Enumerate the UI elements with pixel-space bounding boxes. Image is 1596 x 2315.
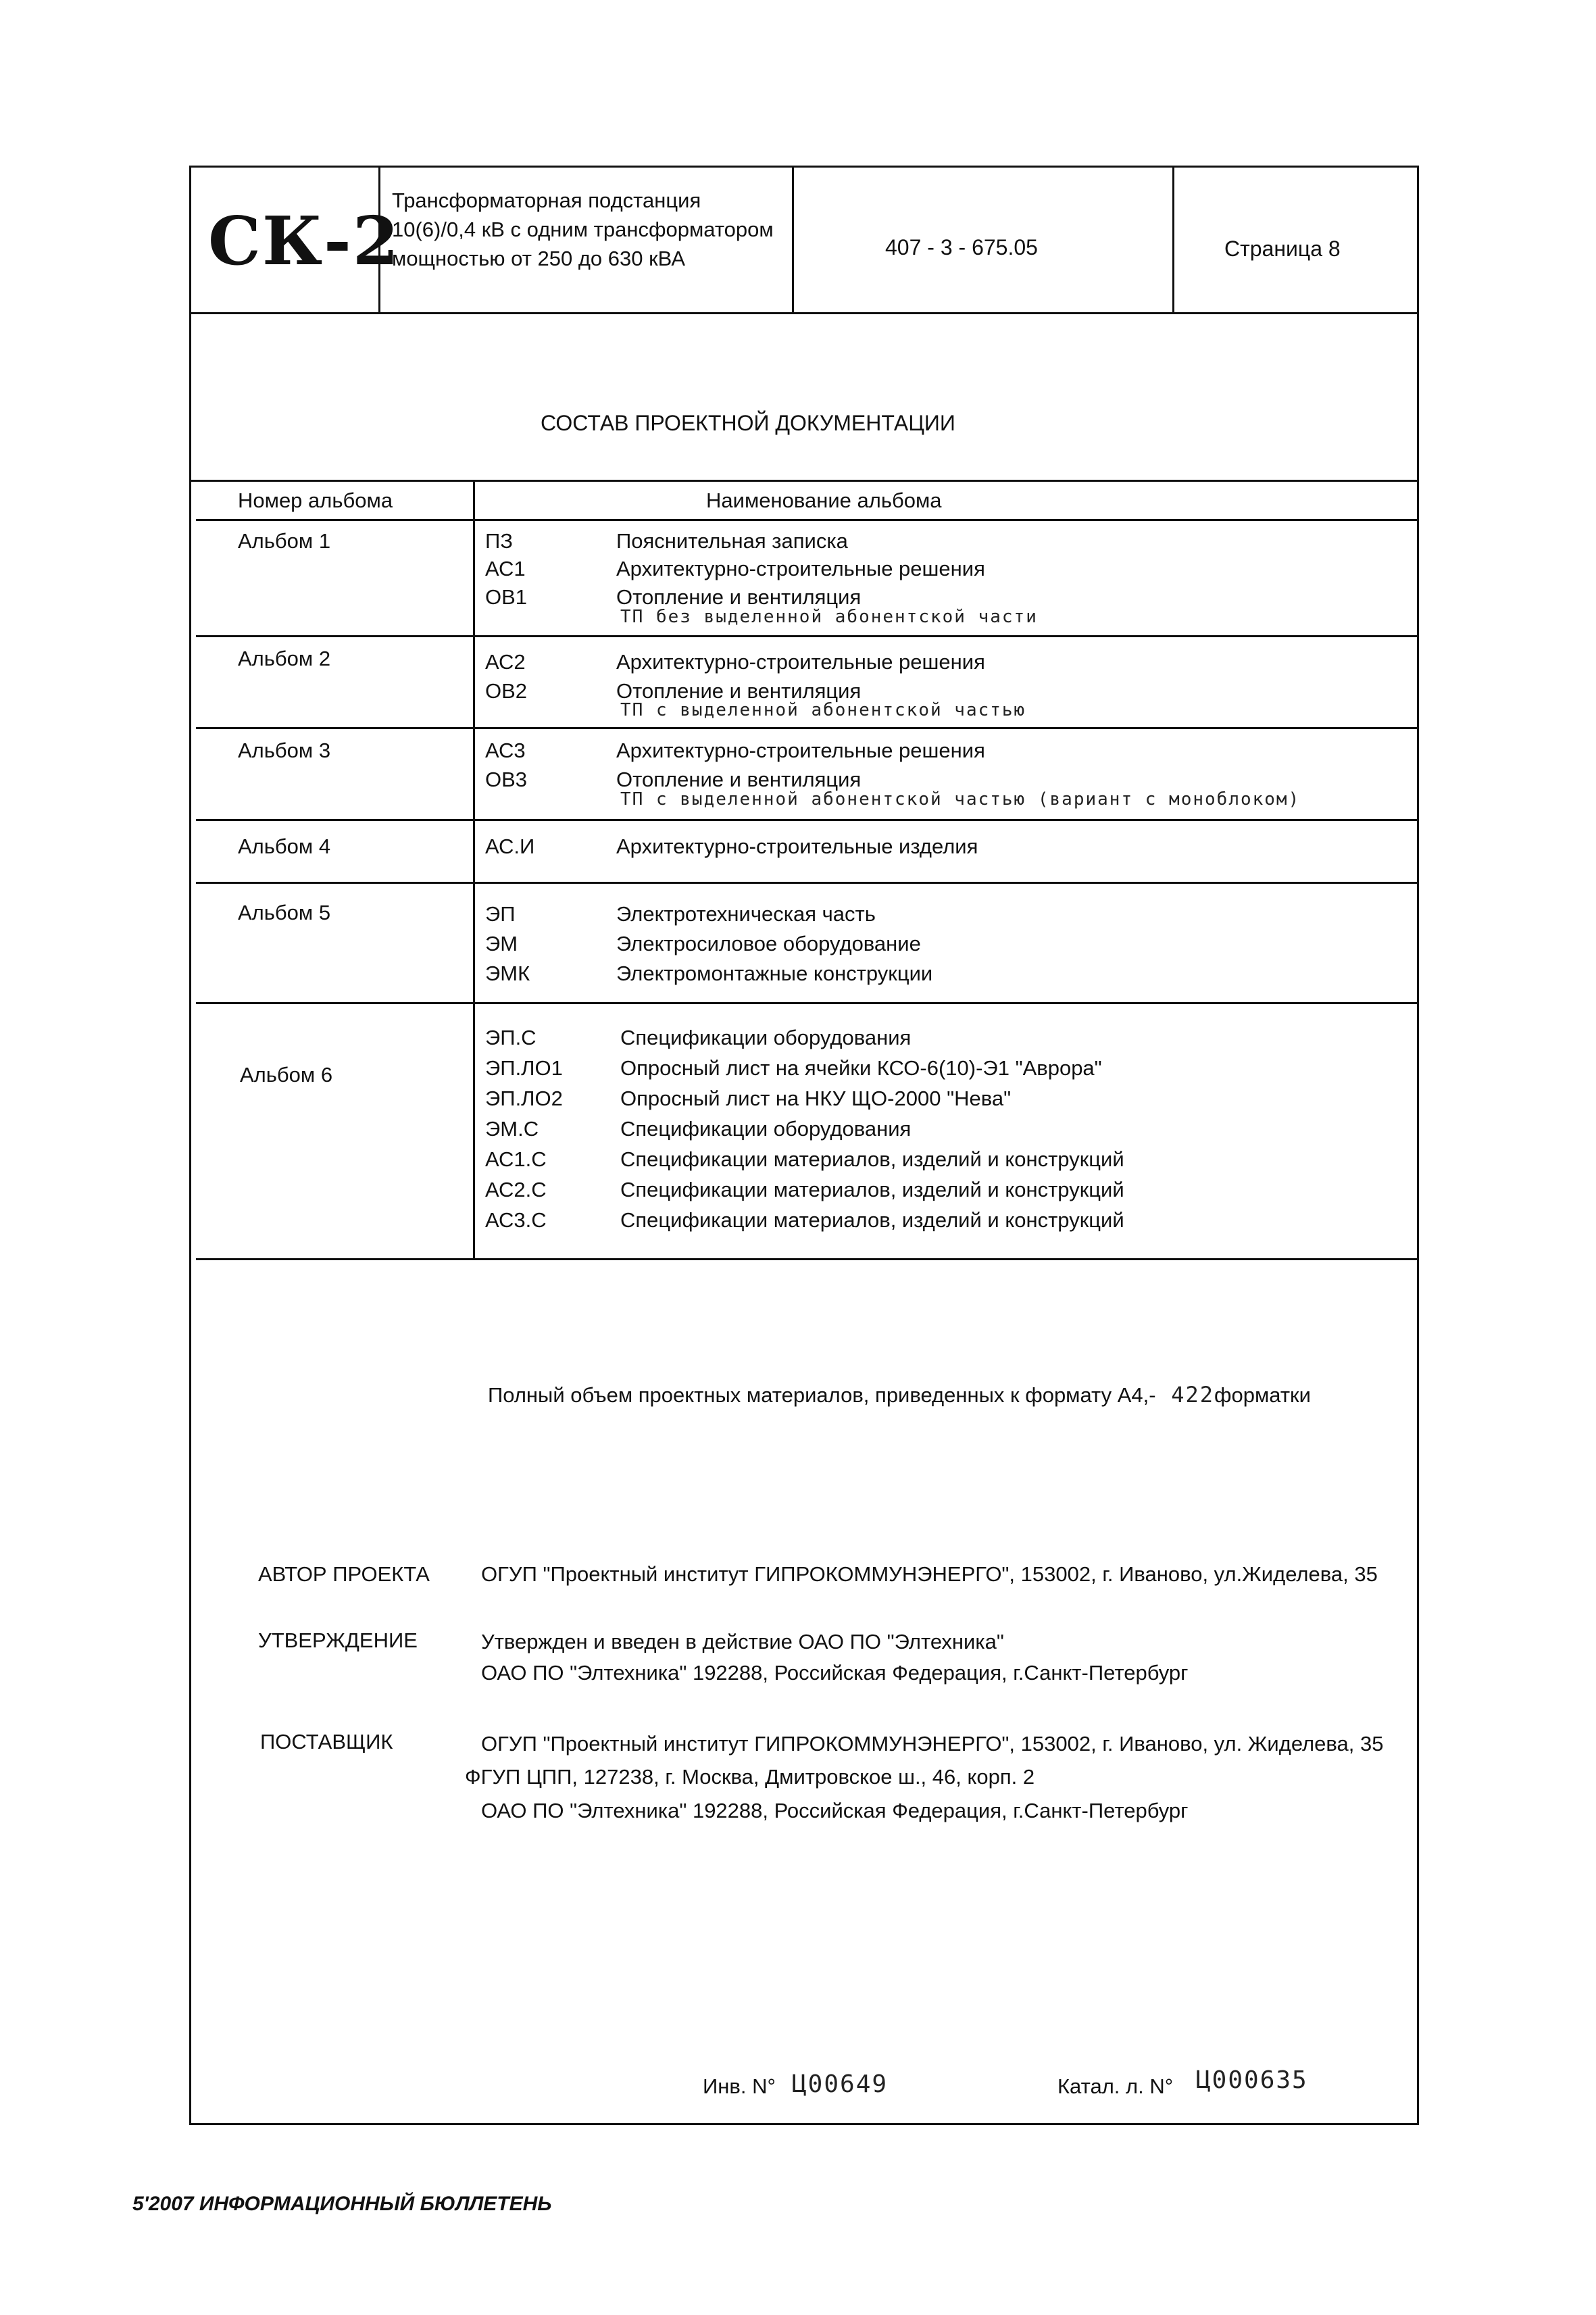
column-header-album-name: Наименование альбома [706,489,942,512]
album-item-code: ЭП [485,902,516,926]
album-label: Альбом 2 [238,647,331,670]
album-item-code: АС.И [485,835,535,858]
album-item-name: Спецификации материалов, изделий и конструкций [620,1178,1124,1201]
row-divider [196,635,1419,637]
album-item-name: Архитектурно-строительные изделия [616,835,978,858]
album-item-code: ЭП.ЛО2 [485,1087,563,1110]
supplier-line: ФГУП ЦПП, 127238, г. Москва, Дмитровское ш., 46, корп. 2 [465,1765,1035,1789]
row-divider [196,819,1419,821]
table-header-border [196,519,1419,521]
album-item-code: ОВ3 [485,768,528,791]
table-bottom-border [196,1258,1419,1260]
album-item-code: АС3 [485,739,526,762]
volume-suffix: форматки [1214,1383,1311,1407]
header-divider [189,312,1419,314]
row-divider [196,727,1419,729]
album-item-name: Спецификации материалов, изделий и конструкций [620,1147,1124,1171]
volume-text: Полный объем проектных материалов, приведенных к формату А4,- [488,1383,1156,1407]
volume-count-handwritten: 422 [1171,1382,1214,1408]
album-item-name: Опросный лист на ячейки КСО-6(10)-Э1 "Аврора" [620,1056,1102,1080]
album-item-name: Спецификации материалов, изделий и конструкций [620,1208,1124,1232]
header-separator [1172,166,1174,314]
catalog-number: Ц000635 [1196,2066,1308,2094]
supplier-label: ПОСТАВЩИК [260,1730,393,1753]
album-item-name: Спецификации оборудования [620,1026,912,1049]
album-item-code: АС1 [485,557,526,580]
section-title: СОСТАВ ПРОЕКТНОЙ ДОКУМЕНТАЦИИ [541,411,955,435]
album-item-name: Архитектурно-строительные решения [616,739,985,762]
author-label: АВТОР ПРОЕКТА [258,1562,430,1586]
album-item-name: Архитектурно-строительные решения [616,650,985,674]
catalog-label: Катал. л. N° [1057,2074,1174,2098]
title-line: Трансформаторная подстанция [392,189,701,212]
album-item-code: ЭМ [485,932,518,955]
album-item-name: Электросиловое оборудование [616,932,921,955]
page-label: Страница 8 [1224,237,1341,261]
document-title [392,186,791,273]
document-number: 407 - 3 - 675.05 [885,235,1038,259]
album-item-code: АС2.С [485,1178,547,1201]
album-item-code: АС1.С [485,1147,547,1171]
album-item-name: Спецификации оборудования [620,1117,912,1141]
title-line: 10(6)/0,4 кВ с одним трансформатором [392,218,774,241]
supplier-line: ОАО ПО "Элтехника" 192288, Российская Федерация, г.Санкт-Петербург [481,1799,1189,1822]
author-text: ОГУП "Проектный институт ГИПРОКОММУНЭНЕРГО", 153002, г. Иваново, ул.Жиделева, 35 [481,1562,1378,1586]
album-item-code: ЭМ.С [485,1117,539,1141]
album-item-code: ОВ1 [485,585,528,609]
inventory-label: Инв. N° [703,2074,776,2098]
album-item-code: ЭП.С [485,1026,537,1049]
album-label: Альбом 3 [238,739,331,762]
album-item-code: ЭП.ЛО1 [485,1056,563,1080]
series-code: СК-2 [208,203,401,280]
title-line: мощностью от 250 до 630 кВА [392,247,685,270]
document-frame [189,166,1419,2125]
album-item-code: ПЗ [485,529,514,553]
album-item-name: Архитектурно-строительные решения [616,557,985,580]
album-item-name: Электротехническая часть [616,902,876,926]
album-item-code: ОВ2 [485,679,528,703]
album-label: Альбом 6 [240,1063,333,1087]
handwritten-note: ТП с выделенной абонентской частью [620,700,1026,720]
volume-statement [488,1382,1311,1408]
album-label: Альбом 1 [238,529,331,553]
handwritten-note: ТП без выделенной абонентской части [620,607,1038,627]
album-item-code: АС3.С [485,1208,547,1232]
row-divider [196,882,1419,884]
column-header-album-number: Номер альбома [238,489,393,512]
handwritten-note: ТП с выделенной абонентской частью (вариант с моноблоком) [620,789,1301,810]
album-label: Альбом 4 [238,835,331,858]
album-label: Альбом 5 [238,901,331,924]
approval-label: УТВЕРЖДЕНИЕ [258,1628,418,1652]
album-item-name: Отопление и вентиляция [616,679,862,703]
inventory-number: Ц00649 [792,2070,889,2098]
album-item-code: ЭМК [485,962,530,985]
album-item-name: Электромонтажные конструкции [616,962,933,985]
album-item-name: Отопление и вентиляция [616,585,862,609]
supplier-line: ОГУП "Проектный институт ГИПРОКОММУНЭНЕРГО", 153002, г. Иваново, ул. Жиделева, 35 [481,1732,1384,1756]
row-divider [196,1002,1419,1004]
bulletin-footer: 5'2007 ИНФОРМАЦИОННЫЙ БЮЛЛЕТЕНЬ [132,2193,552,2215]
album-item-name: Опросный лист на НКУ ЩО-2000 "Нева" [620,1087,1012,1110]
table-column-divider [473,480,475,1260]
approval-line: ОАО ПО "Элтехника" 192288, Российская Федерация, г.Санкт-Петербург [481,1661,1189,1685]
table-top-border [189,480,1419,482]
approval-line: Утвержден и введен в действие ОАО ПО "Элтехника" [481,1630,1004,1653]
album-item-name: Пояснительная записка [616,529,848,553]
header-separator [792,166,794,314]
album-item-code: АС2 [485,650,526,674]
album-item-name: Отопление и вентиляция [616,768,862,791]
